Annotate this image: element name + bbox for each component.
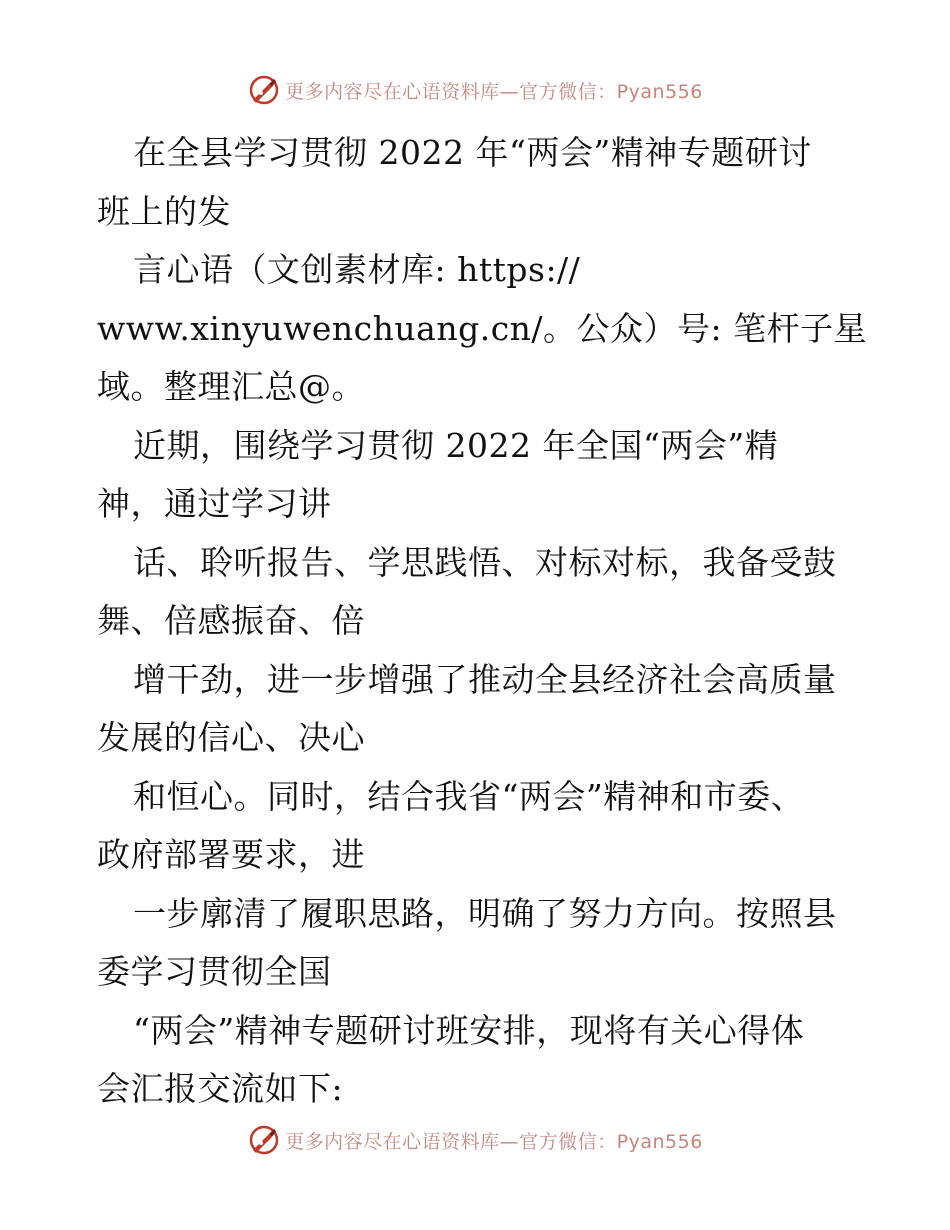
text-line: 舞、倍感振奋、倍 — [97, 601, 365, 640]
text-line: 言心语（文创素材库: https:// — [133, 250, 581, 289]
text-line: 政府部署要求，进 — [97, 835, 365, 874]
pen-logo-icon — [247, 73, 281, 107]
text-line: 域。整理汇总@。 — [97, 367, 365, 406]
text-line: 增干劲，进一步增强了推动全县经济社会高质量 — [133, 659, 837, 699]
text-line: 神，通过学习讲 — [97, 484, 332, 523]
text-line: 在全县学习贯彻 2022 年“两会”精神专题研讨 — [133, 133, 812, 172]
text-line: 会汇报交流如下: — [97, 1069, 344, 1108]
footer-watermark — [0, 1120, 950, 1160]
text-line: 和恒心。同时，结合我省“两会”精神和市委、 — [133, 776, 805, 816]
document-body — [97, 124, 868, 1119]
text-line: 委学习贯彻全国 — [97, 952, 332, 991]
header-watermark — [0, 70, 950, 110]
watermark-text: 更多内容尽在心语资料库—官方微信：Pyan556 — [285, 80, 703, 103]
text-line: 话、聆听报告、学思践悟、对标对标，我备受鼓 — [133, 542, 837, 582]
text-line: 近期，围绕学习贯彻 2022 年全国“两会”精 — [133, 425, 779, 465]
text-line: “两会”精神专题研讨班安排，现将有关心得体 — [133, 1010, 805, 1050]
text-line: 发展的信心、决心 — [97, 718, 365, 757]
pen-logo-icon — [247, 1123, 281, 1157]
watermark-text: 更多内容尽在心语资料库—官方微信：Pyan556 — [285, 1130, 703, 1153]
text-line: 班上的发 — [97, 191, 231, 231]
text-line: www.xinyuwenchuang.cn/。公众）号: 笔杆子星 — [97, 308, 868, 348]
text-line: 一步廓清了履职思路，明确了努力方向。按照县 — [133, 893, 837, 933]
